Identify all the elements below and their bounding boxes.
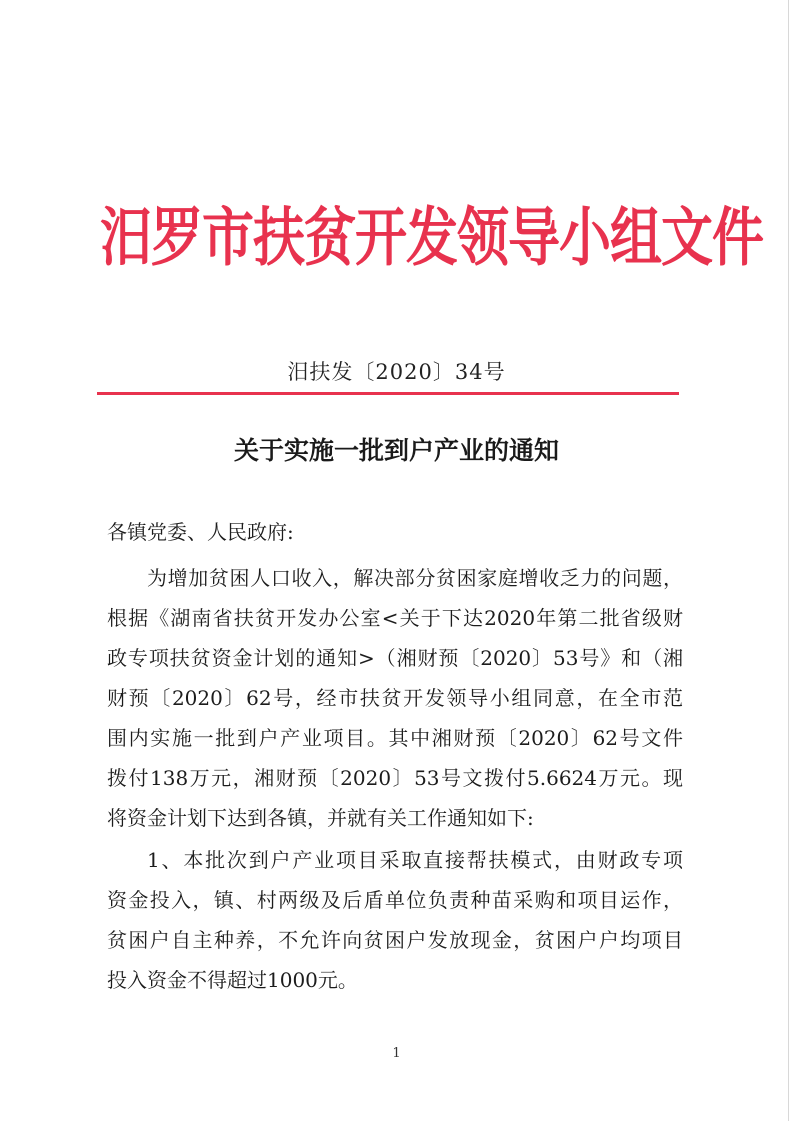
paragraph-line: 将资金计划下达到各镇，并就有关工作通知如下: <box>107 806 534 830</box>
paragraph-1 <box>107 558 683 838</box>
paragraph-line: 政专项扶贫资金计划的通知>（湘财预〔2020〕53号》和（湘 <box>107 646 683 670</box>
paragraph-line: 根据《湖南省扶贫开发办公室<关于下达2020年第二批省级财 <box>107 606 683 630</box>
paragraph-line: 财预〔2020〕62号，经市扶贫开发领导小组同意，在全市范 <box>107 686 683 710</box>
page-number: 1 <box>392 1046 401 1061</box>
red-divider-line <box>97 392 679 395</box>
paragraph-line: 投入资金不得超过1000元。 <box>107 968 358 992</box>
notice-title: 关于实施一批到户产业的通知 <box>233 436 559 465</box>
paragraph-line: 资金投入，镇、村两级及后盾单位负责种苗采购和项目运作， <box>107 888 683 912</box>
paragraph-line: 1、本批次到户产业项目采取直接帮扶模式，由财政专项 <box>147 848 683 872</box>
scan-edge-line <box>788 0 789 1121</box>
paragraph-line: 贫困户自主种养，不允许向贫困户发放现金，贫困户户均项目 <box>107 928 683 952</box>
paragraph-line: 围内实施一批到户产业项目。其中湘财预〔2020〕62号文件 <box>107 726 683 750</box>
salutation: 各镇党委、人民政府: <box>107 520 294 544</box>
document-number: 汨扶发〔2020〕34号 <box>287 360 506 384</box>
org-header-title: 汨罗市扶贫开发领导小组文件 <box>100 202 764 276</box>
paragraph-2 <box>107 840 683 1000</box>
paragraph-line: 为增加贫困人口收入，解决部分贫困家庭增收乏力的问题， <box>147 566 683 590</box>
paragraph-line: 拨付138万元，湘财预〔2020〕53号文拨付5.6624万元。现 <box>107 766 683 790</box>
